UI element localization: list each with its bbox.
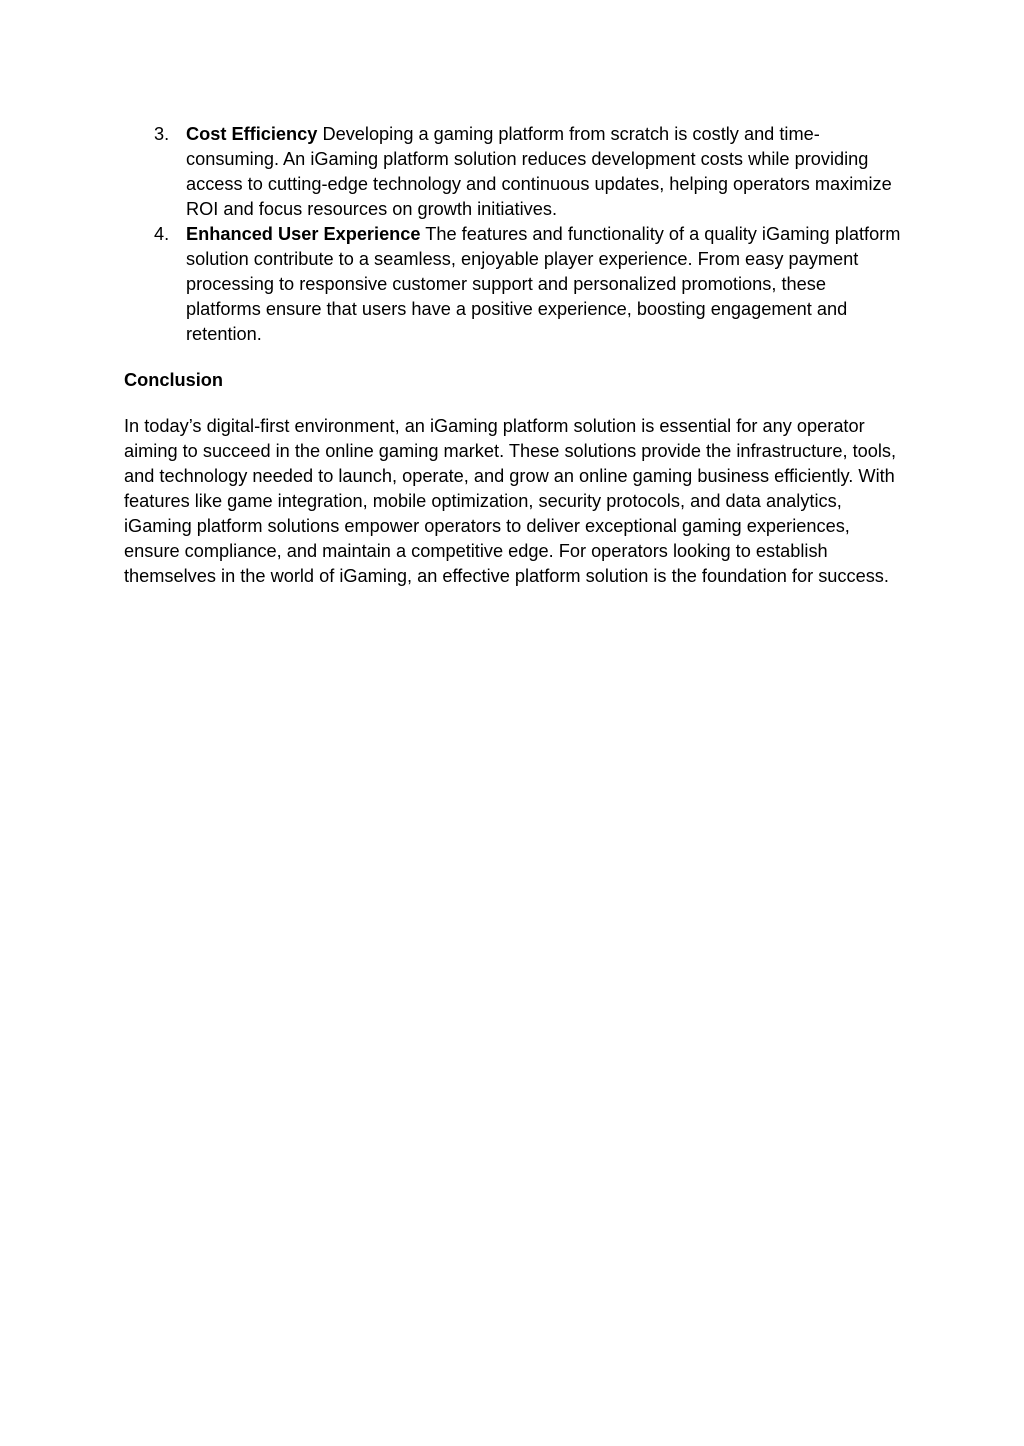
list-item-title: Cost Efficiency [186, 124, 318, 144]
list-item-title: Enhanced User Experience [186, 224, 421, 244]
conclusion-heading: Conclusion [124, 370, 224, 390]
list-item-text: The features and functionality of a quality iGaming platform solution contribute to a seamless, enjoyable player experience. From easy payment processing to responsive customer support and personalized promotions, these platforms ensure that users have a positive experience, boosting engagement and retention. [186, 224, 901, 344]
document-page [124, 122, 904, 589]
conclusion-paragraph: In today’s digital-first environment, an iGaming platform solution is essential for any operator aiming to succeed in the online gaming market. These solutions provide the infrastructure, tools, and technology needed to launch, operate, and grow an online gaming business efficiently. With features like game integration, mobile optimization, security protocols, and data analytics, iGaming platform solutions empower operators to deliver exceptional gaming experiences, ensure compliance, and maintain a competitive edge. For operators looking to establish themselves in the world of iGaming, an effective platform solution is the foundation for success. [124, 416, 897, 586]
list-item-number: 3. [154, 124, 170, 144]
benefits-list [124, 122, 904, 347]
list-item [124, 122, 904, 222]
list-item [124, 222, 904, 347]
list-item-number: 4. [154, 224, 170, 244]
list-item-text: Developing a gaming platform from scratch is costly and time-consuming. An iGaming platform solution reduces development costs while providing access to cutting-edge technology and continuous updates, helping operators maximize ROI and focus resources on growth initiatives. [186, 124, 892, 219]
